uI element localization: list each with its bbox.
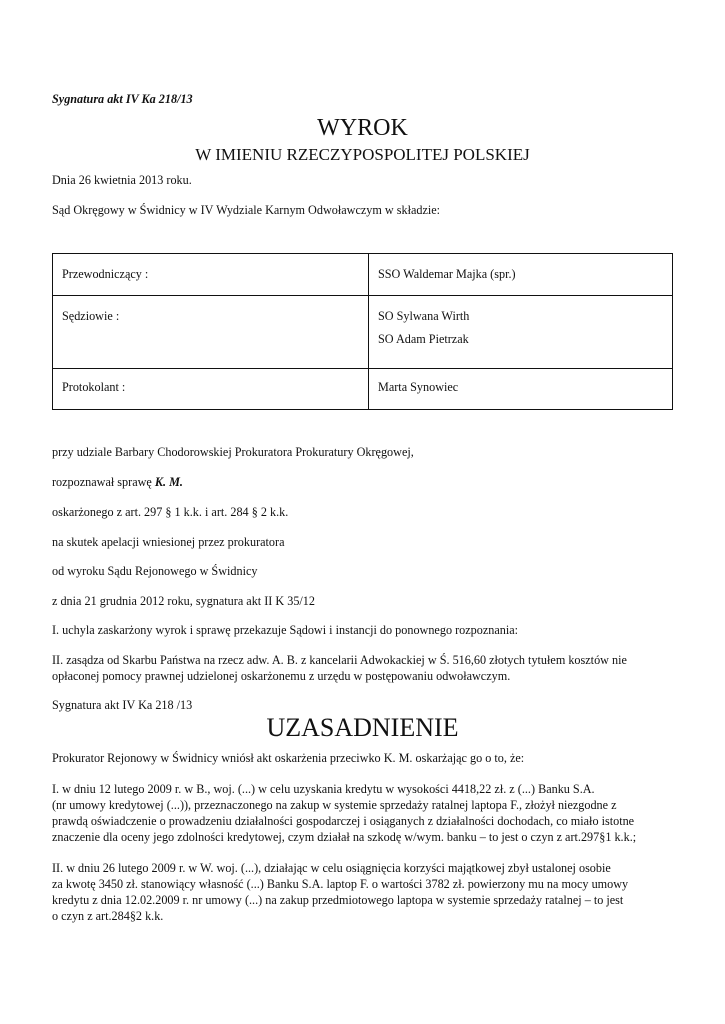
panel-name: SO Adam Pietrzak xyxy=(378,332,469,346)
panel-name: Marta Synowiec xyxy=(378,380,459,394)
panel-role: Sędziowie : xyxy=(62,309,120,323)
court-composition-intro: Sąd Okręgowy w Świdnicy w IV Wydziale Karnym Odwoławczym w składzie: xyxy=(52,203,441,217)
charge-2-line: za kwotę 3450 zł. stanowiący własność (...) Banku S.A. laptop F. o wartości 3782 zł. powierzony mu na mocy umowy xyxy=(52,877,629,891)
panel-row-chair xyxy=(53,254,673,296)
charge-1-line: znaczenie dla oceny jego zdolności kredytowej, czym działał na szkodę w/wym. banku – to jest o czyn z art.297§1 k.k.; xyxy=(52,830,637,844)
ruling-item-1: I. uchyla zaskarżony wyrok i sprawę przekazuje Sądowi i instancji do ponownego rozpoznania: xyxy=(52,623,519,637)
case-signature-2: Sygnatura akt IV Ka 218 /13 xyxy=(52,698,193,712)
charge-2-line: II. w dniu 26 lutego 2009 r. w W. woj. (...), działając w celu osiągnięcia korzyści majątkowej zbył ustalonej osobie xyxy=(52,861,611,875)
case-signature: Sygnatura akt IV Ka 218/13 xyxy=(52,92,193,106)
defendant-name: K. M. xyxy=(154,475,183,489)
ruling-item-2-line-2: opłaconej pomocy prawnej udzielonej oskarżonemu z urzędu w postępowaniu odwoławczym. xyxy=(52,669,511,683)
panel-name: SSO Waldemar Majka (spr.) xyxy=(378,267,516,281)
justification-title: UZASADNIENIE xyxy=(266,713,459,742)
court-panel-table xyxy=(52,253,673,410)
justification-intro: Prokurator Rejonowy w Świdnicy wniósł akt oskarżenia przeciwko K. M. oskarżając go o to, że: xyxy=(52,751,525,765)
panel-row-judges xyxy=(53,296,673,369)
lower-judgment-date-line: z dnia 21 grudnia 2012 roku, sygnatura akt II K 35/12 xyxy=(52,594,315,608)
charge-2-line: kredytu z dnia 12.02.2009 r. nr umowy (...) na zakup przedmiotowego laptopa w systemie sprzedaży ratalnej – to jest xyxy=(52,893,624,907)
panel-role: Protokolant : xyxy=(62,380,126,394)
charges-line: oskarżonego z art. 297 § 1 k.k. i art. 284 § 2 k.k. xyxy=(52,505,289,519)
panel-role: Przewodniczący : xyxy=(62,267,149,281)
charge-1-line: I. w dniu 12 lutego 2009 r. w B., woj. (...) w celu uzyskania kredytu w wysokości 4418,22 zł. z (...) Banku S.A. xyxy=(52,782,595,796)
panel-row-clerk xyxy=(53,369,673,410)
charge-1-line: (nr umowy kredytowej (...)), przeznaczonego na zakup w systemie sprzedaży ratalnej laptopa F., złożył niezgodne z xyxy=(52,798,617,812)
panel-name: SO Sylwana Wirth xyxy=(378,309,470,323)
appeal-line: na skutek apelacji wniesionej przez prokuratora xyxy=(52,535,285,549)
ruling-item-2-line-1: II. zasądza od Skarbu Państwa na rzecz adw. A. B. z kancelarii Adwokackiej w Ś. 516,60 złotych tytułem kosztów nie xyxy=(52,653,627,667)
lower-court-line: od wyroku Sądu Rejonowego w Świdnicy xyxy=(52,564,258,578)
charge-2-line: o czyn z art.284§2 k.k. xyxy=(52,909,164,923)
judgment-date: Dnia 26 kwietnia 2013 roku. xyxy=(52,173,192,187)
case-prefix: rozpoznawał sprawę xyxy=(52,475,155,489)
prosecutor-line: przy udziale Barbary Chodorowskiej Prokuratora Prokuratury Okręgowej, xyxy=(52,445,414,459)
judgment-title: WYROK xyxy=(317,115,408,141)
case-line xyxy=(52,474,183,490)
charge-1-line: prawdą oświadczenie o prowadzeniu działalności gospodarczej i osiąganych z działalności dochodach, co miało istotne xyxy=(52,814,635,828)
judgment-subtitle: W IMIENIU RZECZYPOSPOLITEJ POLSKIEJ xyxy=(195,145,530,164)
